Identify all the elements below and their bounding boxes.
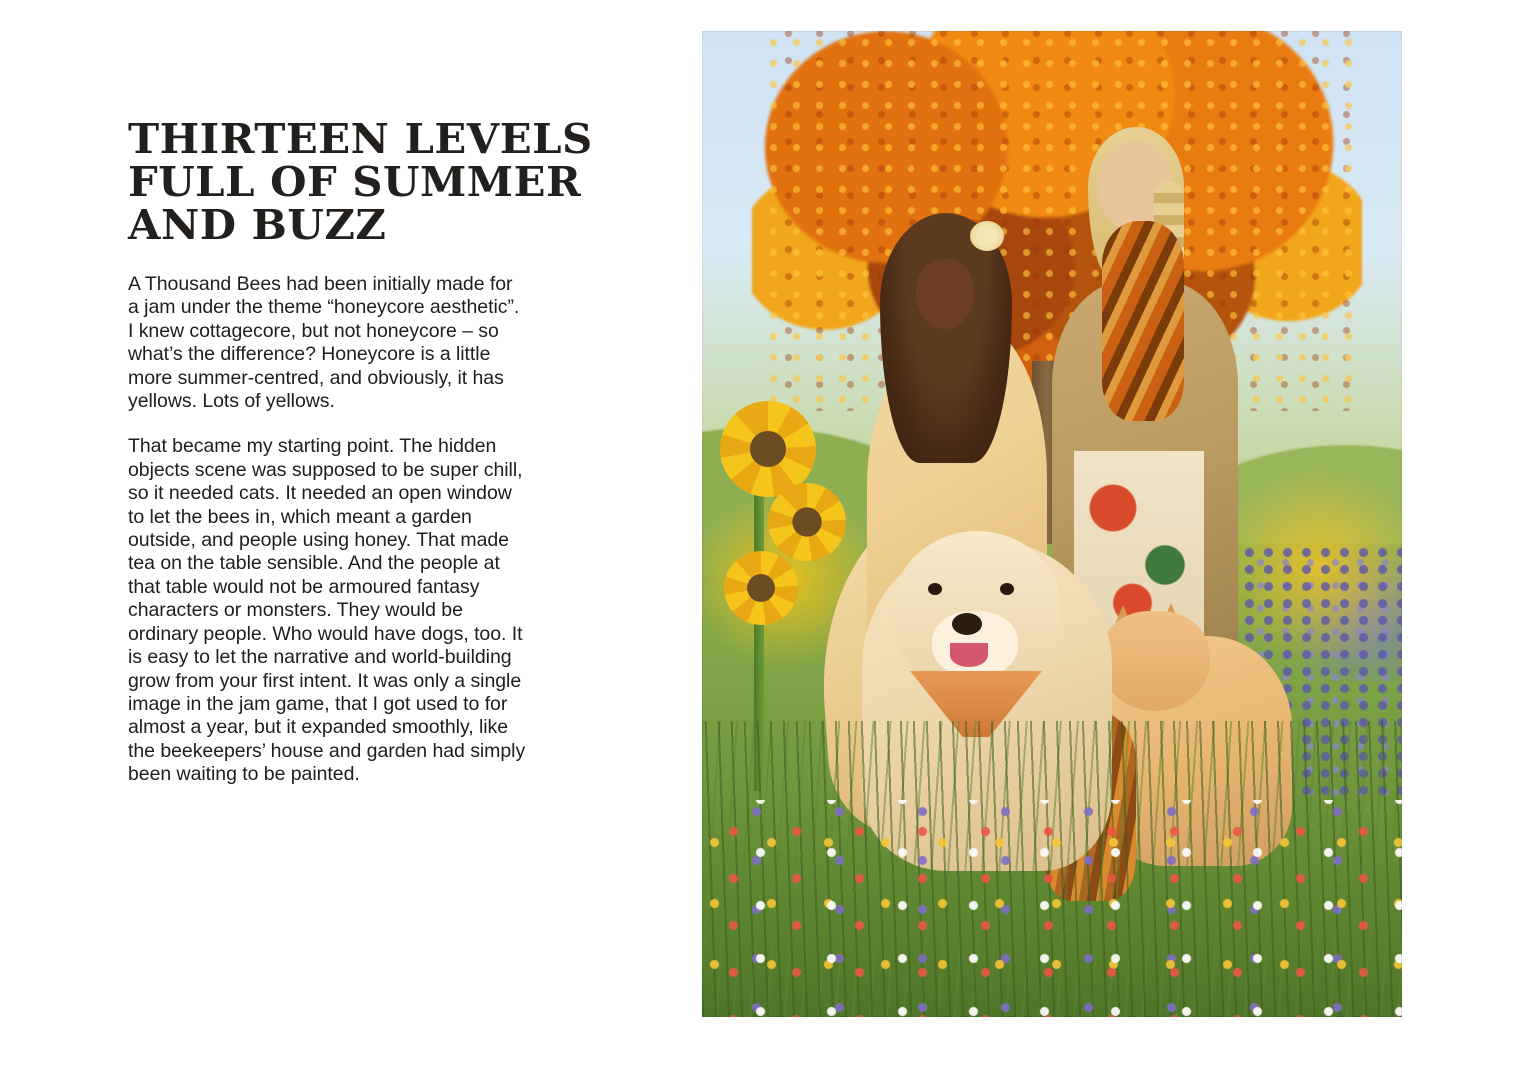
page-title xyxy=(128,115,593,249)
article-text-column xyxy=(128,115,593,787)
article-paragraph-1: A Thousand Bees had been initially made for a jam under the theme “honeycore aesthetic”. I knew cottagecore, but not honeycore – so what’s the difference? Honeycore is a little more summer-centred, and obviously, it has yellows. Lots of yellows. xyxy=(128,273,520,413)
title-line-3: AND BUZZ xyxy=(128,201,387,249)
illustration-border xyxy=(702,31,1402,1017)
title-line-2: FULL OF SUMMER xyxy=(128,158,582,206)
article-paragraph-2: That became my starting point. The hidden objects scene was supposed to be super chill, so it needed cats. It needed an open window to let the bees in, which meant a garden outside, and people using honey. That made tea on the table sensible. And the people at that table would not be armoured fantasy characters or monsters. They would be ordinary people. Who would have dogs, too. It is easy to let the narrative and world-building grow from your first intent. It was only a single image in the jam game, that I got used to for almost a year, but it expanded smoothly, like the beekeepers’ house and garden had simply been waiting to be painted. xyxy=(128,435,526,786)
illustration xyxy=(702,31,1402,1017)
figure-beekeeper-dress-hair xyxy=(880,213,1012,463)
hair-flower-icon xyxy=(970,221,1004,251)
figure-beekeeper-dress-face xyxy=(916,259,974,329)
title-line-1: THIRTEEN LEVELS xyxy=(128,115,593,163)
